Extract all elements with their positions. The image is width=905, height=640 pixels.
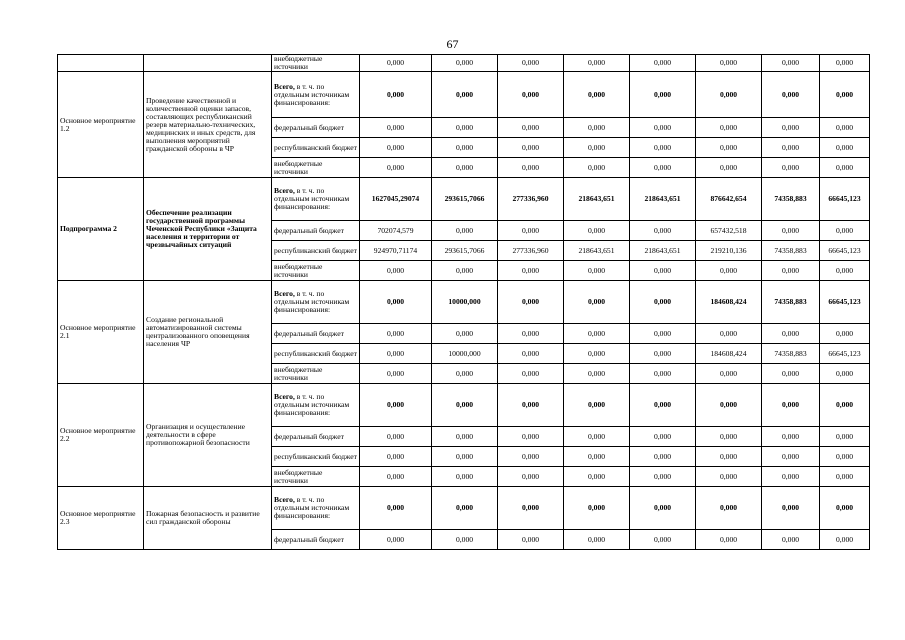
value-cell: 0,000 xyxy=(360,55,432,72)
value-cell: 0,000 xyxy=(564,221,630,241)
value-cell: 0,000 xyxy=(820,384,870,427)
funding-total-label: Всего, xyxy=(274,186,295,195)
funding-source-label: внебюджетные источники xyxy=(274,364,323,382)
value-cell: 0,000 xyxy=(432,221,498,241)
value-cell: 0,000 xyxy=(630,138,696,158)
value-cell: 0,000 xyxy=(564,530,630,550)
funding-total-label: Всего, xyxy=(274,495,295,504)
funding-source-cell xyxy=(272,447,360,467)
value-cell: 218643,651 xyxy=(564,178,630,221)
event-cell: Основное мероприятие 1.2 xyxy=(58,72,144,178)
value-cell: 0,000 xyxy=(820,427,870,447)
value-cell: 0,000 xyxy=(432,364,498,384)
value-cell: 0,000 xyxy=(630,55,696,72)
value-cell: 0,000 xyxy=(432,261,498,281)
value-cell: 0,000 xyxy=(762,158,820,178)
value-cell: 74358,883 xyxy=(762,281,820,324)
funding-source-cell xyxy=(272,221,360,241)
event-cell: Основное мероприятие 2.1 xyxy=(58,281,144,384)
funding-source-cell xyxy=(272,158,360,178)
event-name-cell: Организация и осуществление деятельности в сфере противопожарной безопасности xyxy=(144,384,272,487)
value-cell: 0,000 xyxy=(820,530,870,550)
event-name-cell: Обеспечение реализации государственной программы Чеченской Республики «Защита населения и территории от чрезвычайных ситуаций xyxy=(144,178,272,281)
value-cell: 0,000 xyxy=(696,55,762,72)
value-cell: 0,000 xyxy=(820,487,870,530)
value-cell: 0,000 xyxy=(432,72,498,118)
event-cell: Подпрограмма 2 xyxy=(58,178,144,281)
event-name-cell: Пожарная безопасность и развитие сил гражданской обороны xyxy=(144,487,272,550)
value-cell: 1627045,29074 xyxy=(360,178,432,221)
value-cell: 0,000 xyxy=(498,118,564,138)
funding-source-label: в т. ч. по отдельным источникам финансирования: xyxy=(274,81,350,107)
value-cell: 0,000 xyxy=(696,324,762,344)
value-cell: 277336,960 xyxy=(498,241,564,261)
event-name-cell xyxy=(144,55,272,72)
funding-source-label: федеральный бюджет xyxy=(274,122,344,132)
funding-source-cell xyxy=(272,324,360,344)
value-cell: 0,000 xyxy=(432,118,498,138)
funding-source-label: внебюджетные источники xyxy=(274,261,323,279)
value-cell: 0,000 xyxy=(762,138,820,158)
value-cell: 0,000 xyxy=(696,427,762,447)
value-cell: 0,000 xyxy=(762,72,820,118)
value-cell: 66645,123 xyxy=(820,281,870,324)
value-cell: 0,000 xyxy=(360,427,432,447)
value-cell: 0,000 xyxy=(432,530,498,550)
value-cell: 0,000 xyxy=(432,158,498,178)
funding-source-cell xyxy=(272,178,360,221)
value-cell: 0,000 xyxy=(630,427,696,447)
value-cell: 0,000 xyxy=(498,138,564,158)
funding-source-label: республиканский бюджет xyxy=(274,245,357,255)
value-cell: 0,000 xyxy=(820,221,870,241)
value-cell: 0,000 xyxy=(762,364,820,384)
value-cell: 0,000 xyxy=(820,118,870,138)
value-cell: 0,000 xyxy=(498,324,564,344)
value-cell: 0,000 xyxy=(360,384,432,427)
table-row xyxy=(58,178,870,221)
value-cell: 0,000 xyxy=(432,487,498,530)
event-cell xyxy=(58,55,144,72)
value-cell: 0,000 xyxy=(762,487,820,530)
value-cell: 0,000 xyxy=(696,138,762,158)
value-cell: 0,000 xyxy=(630,324,696,344)
value-cell: 0,000 xyxy=(630,530,696,550)
funding-source-cell xyxy=(272,55,360,72)
funding-source-label: республиканский бюджет xyxy=(274,142,357,152)
value-cell: 218643,651 xyxy=(630,241,696,261)
value-cell: 0,000 xyxy=(564,158,630,178)
table-row xyxy=(58,281,870,324)
value-cell: 0,000 xyxy=(762,467,820,487)
value-cell: 0,000 xyxy=(564,281,630,324)
value-cell: 0,000 xyxy=(696,72,762,118)
funding-source-label: федеральный бюджет xyxy=(274,225,344,235)
value-cell: 0,000 xyxy=(696,447,762,467)
value-cell: 0,000 xyxy=(498,427,564,447)
value-cell: 0,000 xyxy=(360,447,432,467)
value-cell: 0,000 xyxy=(820,447,870,467)
value-cell: 0,000 xyxy=(360,487,432,530)
value-cell: 0,000 xyxy=(564,324,630,344)
table-row xyxy=(58,487,870,530)
value-cell: 218643,651 xyxy=(630,178,696,221)
page-number: 67 xyxy=(446,37,459,51)
value-cell: 0,000 xyxy=(564,447,630,467)
value-cell: 0,000 xyxy=(498,72,564,118)
value-cell: 10000,000 xyxy=(432,281,498,324)
value-cell: 0,000 xyxy=(564,487,630,530)
funding-source-cell xyxy=(272,261,360,281)
value-cell: 0,000 xyxy=(432,55,498,72)
value-cell: 0,000 xyxy=(630,221,696,241)
value-cell: 293615,7066 xyxy=(432,241,498,261)
value-cell: 0,000 xyxy=(564,72,630,118)
funding-source-label: внебюджетные источники xyxy=(274,467,323,485)
value-cell: 74358,883 xyxy=(762,241,820,261)
funding-total-label: Всего, xyxy=(274,81,295,91)
value-cell: 0,000 xyxy=(360,72,432,118)
value-cell: 0,000 xyxy=(762,324,820,344)
value-cell: 0,000 xyxy=(498,487,564,530)
value-cell: 218643,651 xyxy=(564,241,630,261)
value-cell: 0,000 xyxy=(360,281,432,324)
budget-table-body xyxy=(58,55,870,550)
value-cell: 0,000 xyxy=(630,447,696,467)
funding-source-label: республиканский бюджет xyxy=(274,348,357,358)
value-cell: 0,000 xyxy=(696,158,762,178)
value-cell: 0,000 xyxy=(564,427,630,447)
value-cell: 0,000 xyxy=(630,487,696,530)
value-cell: 0,000 xyxy=(564,344,630,364)
value-cell: 0,000 xyxy=(564,364,630,384)
funding-source-cell xyxy=(272,118,360,138)
value-cell: 0,000 xyxy=(762,55,820,72)
value-cell: 0,000 xyxy=(498,447,564,467)
value-cell: 0,000 xyxy=(696,384,762,427)
value-cell: 0,000 xyxy=(564,467,630,487)
value-cell: 0,000 xyxy=(564,138,630,158)
funding-source-label: в т. ч. по отдельным источникам финансирования: xyxy=(274,495,350,520)
value-cell: 0,000 xyxy=(762,384,820,427)
value-cell: 0,000 xyxy=(820,72,870,118)
value-cell: 0,000 xyxy=(498,344,564,364)
value-cell: 0,000 xyxy=(360,324,432,344)
value-cell: 0,000 xyxy=(498,158,564,178)
value-cell: 66645,123 xyxy=(820,344,870,364)
funding-source-label: республиканский бюджет xyxy=(274,451,357,461)
value-cell: 0,000 xyxy=(820,467,870,487)
value-cell: 876642,654 xyxy=(696,178,762,221)
value-cell: 657432,518 xyxy=(696,221,762,241)
value-cell: 0,000 xyxy=(432,427,498,447)
funding-total-label: Всего, xyxy=(274,392,295,401)
funding-source-label: федеральный бюджет xyxy=(274,534,344,544)
funding-source-cell xyxy=(272,72,360,118)
value-cell: 0,000 xyxy=(360,138,432,158)
value-cell: 0,000 xyxy=(630,158,696,178)
table-row xyxy=(58,72,870,118)
value-cell: 293615,7066 xyxy=(432,178,498,221)
value-cell: 219210,136 xyxy=(696,241,762,261)
value-cell: 277336,960 xyxy=(498,178,564,221)
value-cell: 924970,71174 xyxy=(360,241,432,261)
value-cell: 0,000 xyxy=(630,261,696,281)
value-cell: 0,000 xyxy=(762,447,820,467)
value-cell: 0,000 xyxy=(498,281,564,324)
value-cell: 0,000 xyxy=(696,487,762,530)
value-cell: 0,000 xyxy=(498,261,564,281)
funding-source-cell xyxy=(272,530,360,550)
funding-source-cell xyxy=(272,344,360,364)
value-cell: 0,000 xyxy=(432,324,498,344)
value-cell: 0,000 xyxy=(498,364,564,384)
funding-source-label: в т. ч. по отдельным источникам финансирования: xyxy=(274,186,350,211)
value-cell: 0,000 xyxy=(432,138,498,158)
value-cell: 0,000 xyxy=(630,72,696,118)
funding-source-label: федеральный бюджет xyxy=(274,328,344,338)
value-cell: 66645,123 xyxy=(820,178,870,221)
value-cell: 0,000 xyxy=(696,118,762,138)
value-cell: 0,000 xyxy=(360,530,432,550)
value-cell: 0,000 xyxy=(564,118,630,138)
funding-source-label: федеральный бюджет xyxy=(274,431,344,441)
value-cell: 74358,883 xyxy=(762,344,820,364)
funding-source-label: в т. ч. по отдельным источникам финансирования: xyxy=(274,392,350,417)
value-cell: 66645,123 xyxy=(820,241,870,261)
value-cell: 0,000 xyxy=(820,324,870,344)
value-cell: 0,000 xyxy=(630,364,696,384)
value-cell: 0,000 xyxy=(696,467,762,487)
value-cell: 0,000 xyxy=(432,384,498,427)
value-cell: 184608,424 xyxy=(696,344,762,364)
value-cell: 0,000 xyxy=(820,261,870,281)
value-cell: 702074,579 xyxy=(360,221,432,241)
funding-source-cell xyxy=(272,487,360,530)
value-cell: 0,000 xyxy=(630,118,696,138)
event-cell: Основное мероприятие 2.2 xyxy=(58,384,144,487)
funding-total-label: Всего, xyxy=(274,289,295,298)
value-cell: 0,000 xyxy=(360,158,432,178)
value-cell: 0,000 xyxy=(360,261,432,281)
table-row xyxy=(58,384,870,427)
value-cell: 0,000 xyxy=(498,467,564,487)
value-cell: 0,000 xyxy=(564,384,630,427)
value-cell: 0,000 xyxy=(432,467,498,487)
funding-source-label: внебюджетные источники xyxy=(274,54,323,71)
value-cell: 0,000 xyxy=(360,118,432,138)
table-row xyxy=(58,55,870,72)
value-cell: 0,000 xyxy=(820,138,870,158)
funding-source-cell xyxy=(272,467,360,487)
value-cell: 0,000 xyxy=(630,467,696,487)
funding-source-cell xyxy=(272,364,360,384)
funding-source-cell xyxy=(272,138,360,158)
funding-source-cell xyxy=(272,384,360,427)
value-cell: 74358,883 xyxy=(762,178,820,221)
value-cell: 0,000 xyxy=(762,221,820,241)
value-cell: 0,000 xyxy=(820,364,870,384)
value-cell: 0,000 xyxy=(432,447,498,467)
funding-source-label: внебюджетные источники xyxy=(274,158,323,176)
funding-source-label: в т. ч. по отдельным источникам финансирования: xyxy=(274,289,350,314)
funding-source-cell xyxy=(272,281,360,324)
value-cell: 0,000 xyxy=(360,344,432,364)
value-cell: 0,000 xyxy=(762,118,820,138)
value-cell: 0,000 xyxy=(360,467,432,487)
value-cell: 0,000 xyxy=(762,261,820,281)
value-cell: 0,000 xyxy=(762,427,820,447)
value-cell: 0,000 xyxy=(564,261,630,281)
value-cell: 0,000 xyxy=(360,364,432,384)
event-name-cell: Проведение качественной и количественной оценки запасов, составляющих республиканский резерв материально-технических, медицинских и иных средств, для выполнения мероприятий гражданской обороны в ЧР xyxy=(144,72,272,178)
event-name-cell: Создание региональной автоматизированной системы централизованного оповещения населения ЧР xyxy=(144,281,272,384)
value-cell: 0,000 xyxy=(696,530,762,550)
value-cell: 0,000 xyxy=(630,281,696,324)
value-cell: 0,000 xyxy=(498,221,564,241)
value-cell: 184608,424 xyxy=(696,281,762,324)
value-cell: 0,000 xyxy=(630,384,696,427)
value-cell: 0,000 xyxy=(696,364,762,384)
value-cell: 0,000 xyxy=(498,55,564,72)
funding-source-cell xyxy=(272,427,360,447)
event-cell: Основное мероприятие 2.3 xyxy=(58,487,144,550)
value-cell: 10000,000 xyxy=(432,344,498,364)
value-cell: 0,000 xyxy=(498,384,564,427)
value-cell: 0,000 xyxy=(498,530,564,550)
budget-table xyxy=(57,54,870,550)
value-cell: 0,000 xyxy=(696,261,762,281)
value-cell: 0,000 xyxy=(762,530,820,550)
funding-source-cell xyxy=(272,241,360,261)
value-cell: 0,000 xyxy=(820,55,870,72)
value-cell: 0,000 xyxy=(630,344,696,364)
value-cell: 0,000 xyxy=(820,158,870,178)
value-cell: 0,000 xyxy=(564,55,630,72)
